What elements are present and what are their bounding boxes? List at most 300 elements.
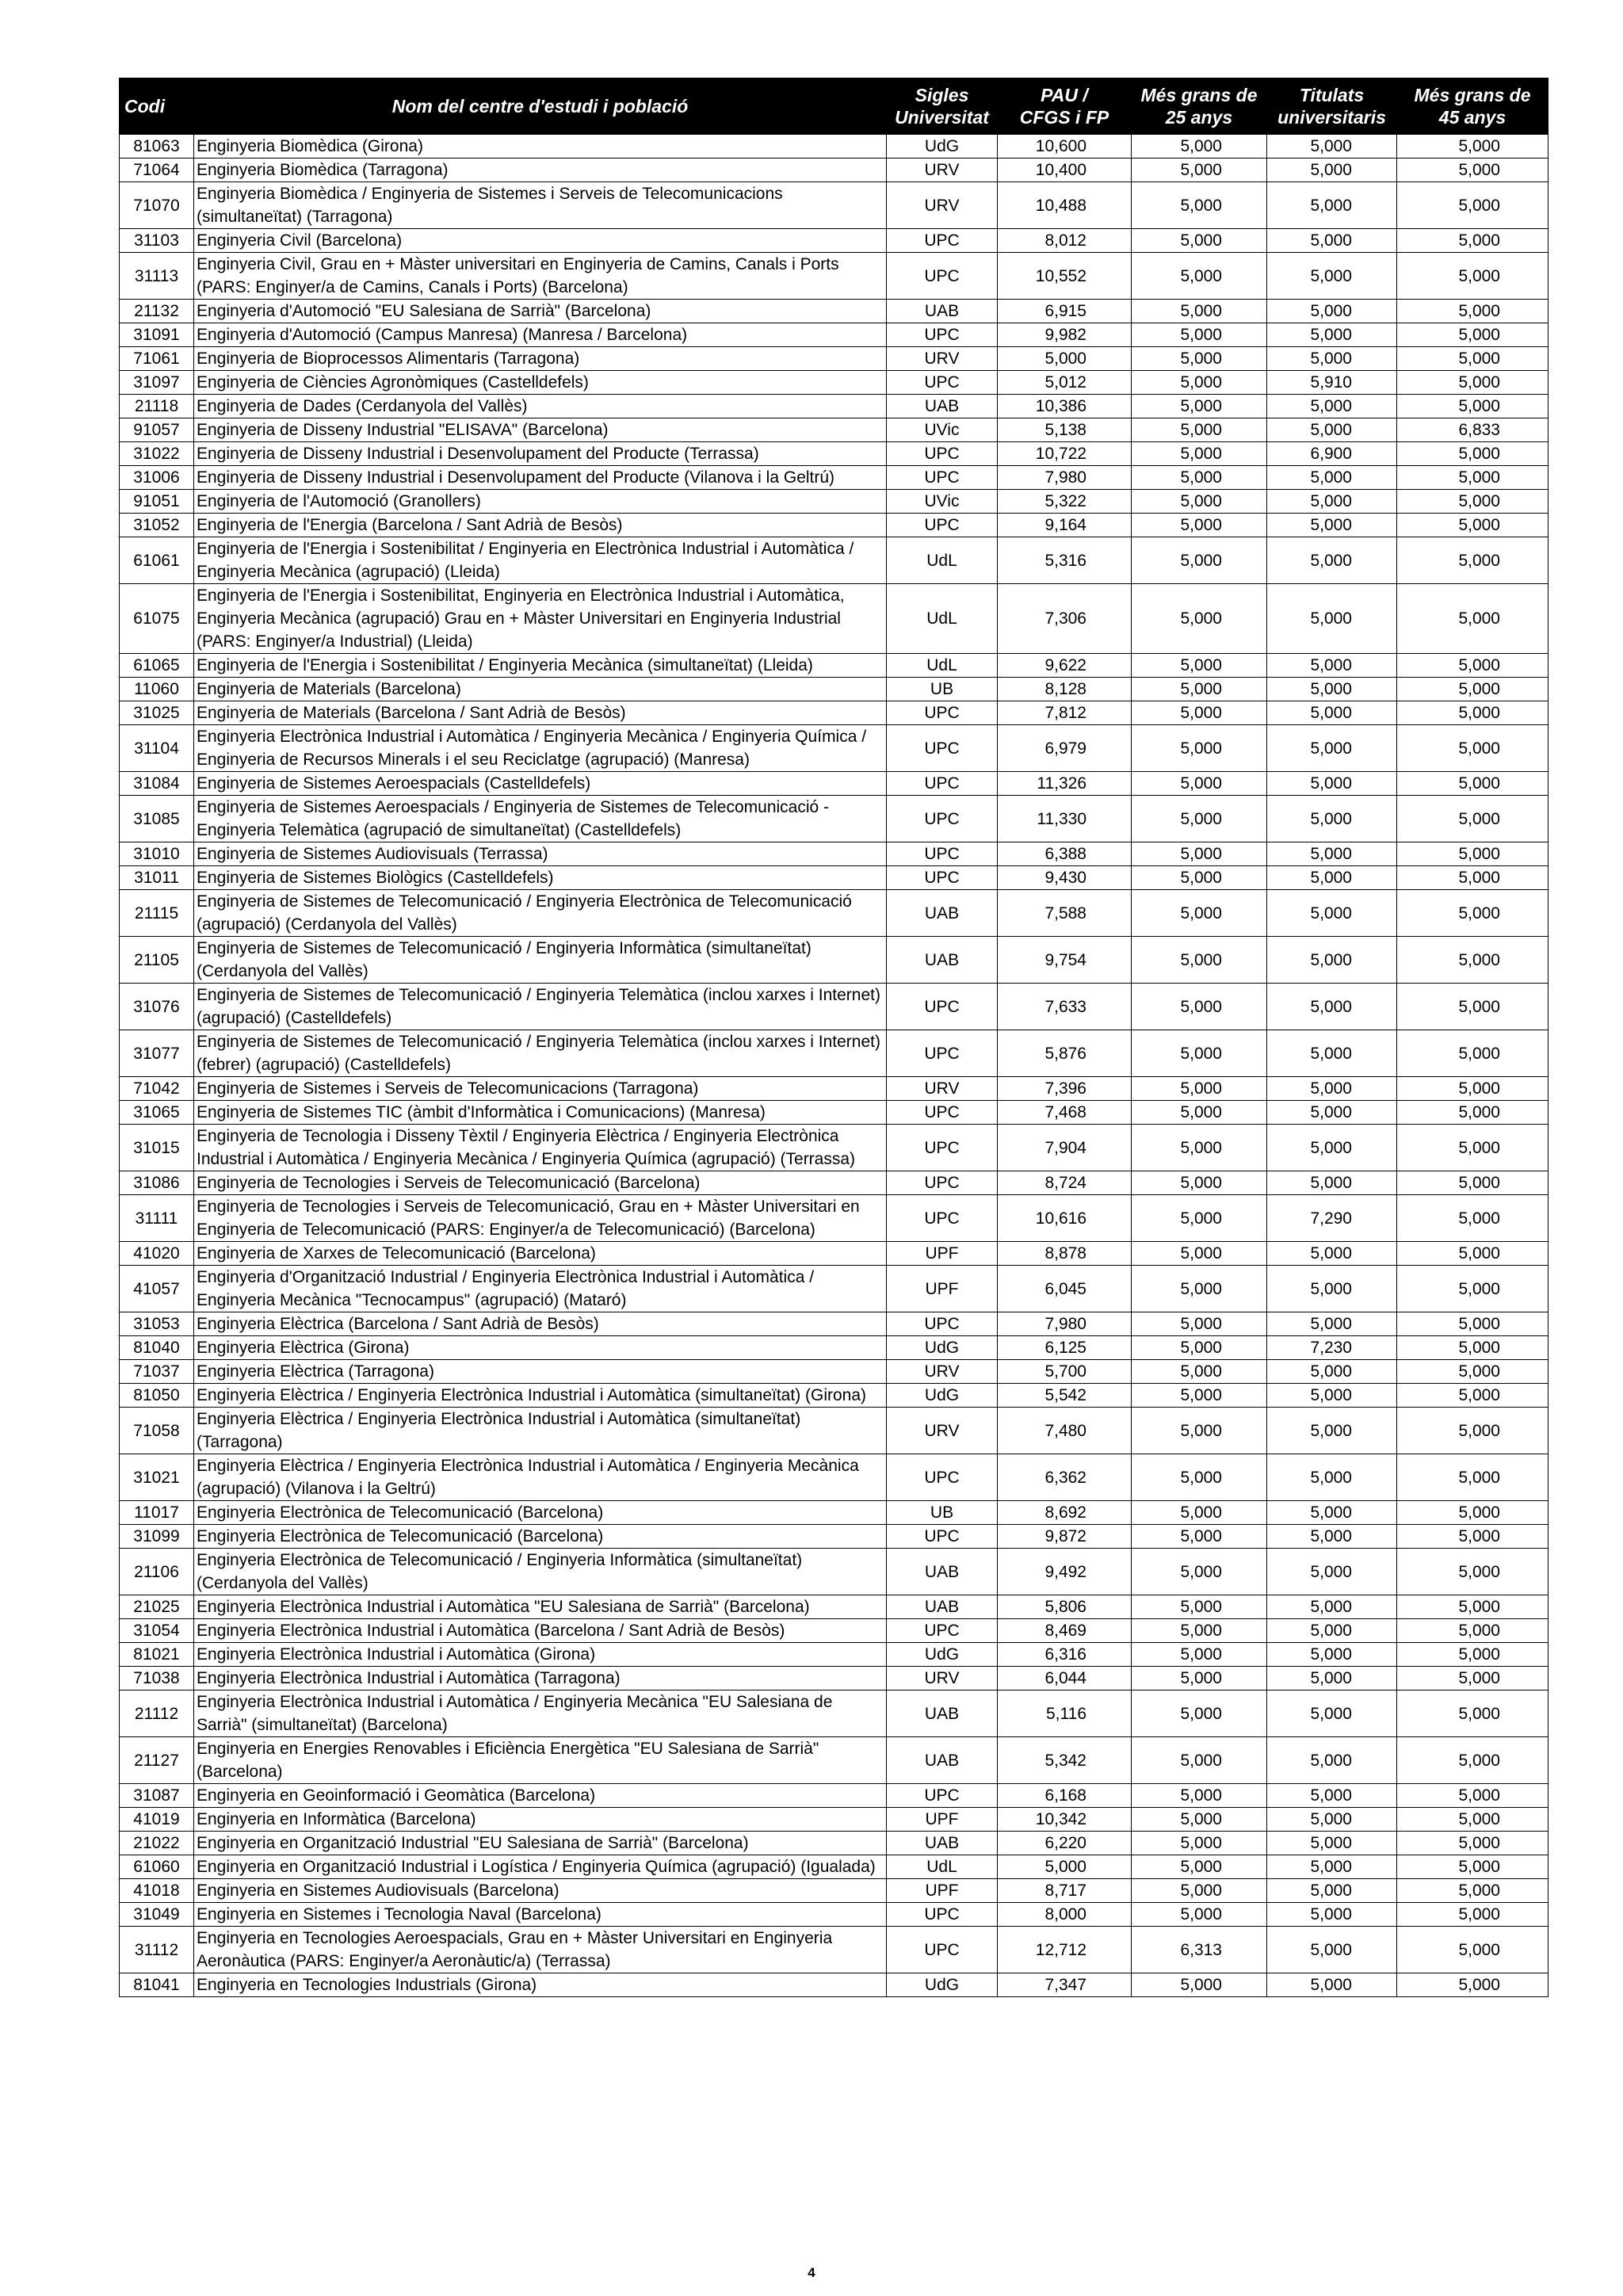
table-row [120,1336,1549,1360]
table-row [120,300,1549,323]
table-row [120,1643,1549,1667]
cell-code: 71064 [120,159,194,182]
table-row [120,537,1549,584]
cell-pau: 8,000 [998,1903,1132,1927]
cell-university: URV [887,347,998,371]
cell-graduates: 5,000 [1267,584,1397,654]
cell-over-45: 5,000 [1397,890,1549,937]
cell-over-45: 5,000 [1397,1903,1549,1927]
cell-name: Enginyeria Elèctrica (Girona) [194,1336,887,1360]
cell-university: UB [887,678,998,701]
cell-name: Enginyeria de Sistemes de Telecomunicació / Enginyeria Electrònica de Telecomunicació (agrupació) (Cerdanyola del Vallès) [194,890,887,937]
cell-code: 71070 [120,182,194,229]
cell-graduates: 5,000 [1267,1879,1397,1903]
cell-over-25: 5,000 [1132,1030,1267,1077]
cell-name: Enginyeria en Energies Renovables i Eficiència Energètica "EU Salesiana de Sarrià" (Barcelona) [194,1737,887,1784]
cell-code: 71042 [120,1077,194,1101]
cell-pau: 5,012 [998,371,1132,395]
cell-graduates: 5,000 [1267,466,1397,490]
cell-over-45: 5,000 [1397,1501,1549,1525]
cell-over-25: 5,000 [1132,1549,1267,1595]
cell-pau: 5,316 [998,537,1132,584]
cell-university: UAB [887,1832,998,1855]
cell-name: Enginyeria de Bioprocessos Alimentaris (Tarragona) [194,347,887,371]
cell-graduates: 5,000 [1267,1927,1397,1973]
cell-graduates: 5,000 [1267,1077,1397,1101]
table-row [120,1077,1549,1101]
cell-over-25: 5,000 [1132,253,1267,300]
cell-pau: 9,982 [998,323,1132,347]
cell-over-25: 5,000 [1132,442,1267,466]
cell-name: Enginyeria de l'Energia (Barcelona / Sant Adrià de Besòs) [194,514,887,537]
cell-university: UPC [887,725,998,772]
cell-over-25: 5,000 [1132,1384,1267,1408]
cell-code: 31084 [120,772,194,796]
cell-pau: 5,000 [998,347,1132,371]
cell-university: URV [887,1360,998,1384]
table-row [120,1454,1549,1501]
table-row [120,1927,1549,1973]
cell-code: 81063 [120,135,194,159]
cell-over-25: 5,000 [1132,347,1267,371]
cell-code: 31112 [120,1927,194,1973]
cell-name: Enginyeria de Disseny Industrial i Desenvolupament del Producte (Terrassa) [194,442,887,466]
cell-university: UPC [887,866,998,890]
cell-over-45: 5,000 [1397,772,1549,796]
cell-name: Enginyeria Electrònica Industrial i Automàtica "EU Salesiana de Sarrià" (Barcelona) [194,1595,887,1619]
cell-graduates: 5,000 [1267,701,1397,725]
cell-code: 61060 [120,1855,194,1879]
cell-code: 81040 [120,1336,194,1360]
table-row [120,1242,1549,1266]
cell-graduates: 5,000 [1267,842,1397,866]
table-row [120,1832,1549,1855]
table-row [120,1855,1549,1879]
cell-graduates: 5,000 [1267,937,1397,984]
cell-pau: 6,220 [998,1832,1132,1855]
cell-over-25: 5,000 [1132,772,1267,796]
cell-pau: 7,633 [998,984,1132,1030]
cell-over-25: 6,313 [1132,1927,1267,1973]
cell-graduates: 5,000 [1267,678,1397,701]
cell-pau: 6,125 [998,1336,1132,1360]
cell-code: 61075 [120,584,194,654]
header-over-25: Més grans de 25 anys [1132,78,1267,135]
table-row [120,347,1549,371]
cell-university: UPC [887,371,998,395]
table-row [120,984,1549,1030]
cell-university: UVic [887,490,998,514]
cell-pau: 7,480 [998,1408,1132,1454]
cell-code: 71061 [120,347,194,371]
cell-pau: 11,326 [998,772,1132,796]
cell-over-45: 5,000 [1397,1643,1549,1667]
cell-graduates: 5,000 [1267,418,1397,442]
table-row [120,701,1549,725]
cell-code: 81050 [120,1384,194,1408]
cell-university: URV [887,159,998,182]
table-row [120,395,1549,418]
cell-graduates: 5,000 [1267,537,1397,584]
cell-name: Enginyeria Electrònica de Telecomunicació (Barcelona) [194,1525,887,1549]
table-row [120,1501,1549,1525]
cell-graduates: 5,000 [1267,1832,1397,1855]
table-row [120,1030,1549,1077]
cell-over-25: 5,000 [1132,701,1267,725]
cell-pau: 7,904 [998,1125,1132,1171]
cell-over-45: 5,000 [1397,1808,1549,1832]
cell-name: Enginyeria de l'Energia i Sostenibilitat, Enginyeria en Electrònica Industrial i Automàtica, Enginyeria Mecànica (agrupació) Grau en + Màster Universitari en Enginyeria Industrial (PARS: Enginyer/a Industrial) (Lleida) [194,584,887,654]
table-row [120,1125,1549,1171]
cell-name: Enginyeria de Sistemes de Telecomunicació / Enginyeria Informàtica (simultaneïtat) (Cerdanyola del Vallès) [194,937,887,984]
cell-over-45: 5,000 [1397,796,1549,842]
table-row [120,1171,1549,1195]
cell-university: UPC [887,1525,998,1549]
cell-pau: 7,306 [998,584,1132,654]
cell-name: Enginyeria de Sistemes Biològics (Castelldefels) [194,866,887,890]
cell-over-45: 5,000 [1397,678,1549,701]
cell-over-45: 5,000 [1397,347,1549,371]
cell-university: UPC [887,1195,998,1242]
cell-pau: 10,400 [998,159,1132,182]
cell-over-25: 5,000 [1132,490,1267,514]
cell-university: UVic [887,418,998,442]
cell-code: 91051 [120,490,194,514]
cell-code: 31097 [120,371,194,395]
header-name: Nom del centre d'estudi i població [194,78,887,135]
cell-graduates: 5,000 [1267,1619,1397,1643]
cell-name: Enginyeria en Informàtica (Barcelona) [194,1808,887,1832]
cell-over-25: 5,000 [1132,937,1267,984]
cell-graduates: 5,000 [1267,1266,1397,1312]
cell-code: 81041 [120,1973,194,1997]
cell-university: UPC [887,1619,998,1643]
cell-pau: 6,915 [998,300,1132,323]
cell-graduates: 5,000 [1267,1454,1397,1501]
cell-over-45: 5,000 [1397,1667,1549,1690]
cell-name: Enginyeria d'Automoció "EU Salesiana de Sarrià" (Barcelona) [194,300,887,323]
cell-code: 31099 [120,1525,194,1549]
cell-university: UPC [887,984,998,1030]
cell-name: Enginyeria en Organització Industrial "EU Salesiana de Sarrià" (Barcelona) [194,1832,887,1855]
cell-graduates: 5,000 [1267,1312,1397,1336]
cell-code: 31049 [120,1903,194,1927]
table-row [120,842,1549,866]
cell-university: UPF [887,1242,998,1266]
table-row [120,725,1549,772]
cell-name: Enginyeria de l'Energia i Sostenibilitat / Enginyeria Mecànica (simultaneïtat) (Lleida) [194,654,887,678]
cell-name: Enginyeria Biomèdica (Tarragona) [194,159,887,182]
cell-over-25: 5,000 [1132,1973,1267,1997]
cell-name: Enginyeria d'Organització Industrial / Enginyeria Electrònica Industrial i Automàtica / Enginyeria Mecànica "Tecnocampus" (agrupació) (Mataró) [194,1266,887,1312]
cell-code: 21105 [120,937,194,984]
cell-university: UdG [887,1336,998,1360]
cell-over-45: 5,000 [1397,1737,1549,1784]
cell-university: UPC [887,1454,998,1501]
cell-over-25: 5,000 [1132,890,1267,937]
cell-pau: 5,700 [998,1360,1132,1384]
cell-university: UPC [887,1784,998,1808]
table-row [120,772,1549,796]
cell-name: Enginyeria de l'Energia i Sostenibilitat / Enginyeria en Electrònica Industrial i Automàtica / Enginyeria Mecànica (agrupació) (Lleida) [194,537,887,584]
cell-over-45: 5,000 [1397,1408,1549,1454]
cell-over-25: 5,000 [1132,1101,1267,1125]
cell-code: 21022 [120,1832,194,1855]
cell-pau: 9,492 [998,1549,1132,1595]
cell-name: Enginyeria Elèctrica / Enginyeria Electrònica Industrial i Automàtica (simultaneïtat) (Girona) [194,1384,887,1408]
cell-name: Enginyeria de Sistemes de Telecomunicació / Enginyeria Telemàtica (inclou xarxes i Internet) (febrer) (agrupació) (Castelldefels) [194,1030,887,1077]
cell-code: 11060 [120,678,194,701]
admission-grades-table [119,78,1549,1997]
cell-university: UdG [887,1643,998,1667]
cell-name: Enginyeria Electrònica Industrial i Automàtica (Tarragona) [194,1667,887,1690]
cell-over-45: 5,000 [1397,1784,1549,1808]
table-row [120,1408,1549,1454]
cell-university: UPC [887,772,998,796]
cell-pau: 9,430 [998,866,1132,890]
cell-over-45: 5,000 [1397,395,1549,418]
table-row [120,937,1549,984]
cell-name: Enginyeria de Disseny Industrial "ELISAVA" (Barcelona) [194,418,887,442]
cell-graduates: 5,000 [1267,1973,1397,1997]
table-row [120,1384,1549,1408]
cell-graduates: 5,000 [1267,1667,1397,1690]
cell-name: Enginyeria Elèctrica (Tarragona) [194,1360,887,1384]
table-row [120,584,1549,654]
cell-name: Enginyeria Electrònica Industrial i Automàtica / Enginyeria Mecànica / Enginyeria Química / Enginyeria de Recursos Minerals i el seu Reciclatge (agrupació) (Manresa) [194,725,887,772]
cell-graduates: 5,000 [1267,1525,1397,1549]
cell-over-25: 5,000 [1132,1619,1267,1643]
cell-over-25: 5,000 [1132,323,1267,347]
cell-code: 31053 [120,1312,194,1336]
cell-over-45: 6,833 [1397,418,1549,442]
cell-graduates: 5,000 [1267,300,1397,323]
cell-graduates: 5,000 [1267,490,1397,514]
table-row [120,1595,1549,1619]
cell-university: UdL [887,654,998,678]
table-row [120,1525,1549,1549]
cell-name: Enginyeria en Tecnologies Industrials (Girona) [194,1973,887,1997]
cell-university: UdL [887,537,998,584]
table-row [120,1266,1549,1312]
cell-over-45: 5,000 [1397,229,1549,253]
cell-pau: 8,724 [998,1171,1132,1195]
cell-graduates: 5,000 [1267,1643,1397,1667]
cell-over-45: 5,000 [1397,1855,1549,1879]
table-row [120,1667,1549,1690]
cell-over-45: 5,000 [1397,514,1549,537]
cell-university: UAB [887,300,998,323]
cell-over-45: 5,000 [1397,1690,1549,1737]
cell-university: UPC [887,701,998,725]
cell-over-45: 5,000 [1397,253,1549,300]
cell-code: 41019 [120,1808,194,1832]
cell-pau: 9,872 [998,1525,1132,1549]
cell-graduates: 5,000 [1267,1784,1397,1808]
header-university: Sigles Universitat [887,78,998,135]
cell-name: Enginyeria Elèctrica / Enginyeria Electrònica Industrial i Automàtica (simultaneïtat) (Tarragona) [194,1408,887,1454]
cell-over-25: 5,000 [1132,466,1267,490]
cell-over-45: 5,000 [1397,1125,1549,1171]
cell-graduates: 7,290 [1267,1195,1397,1242]
cell-pau: 7,980 [998,1312,1132,1336]
cell-graduates: 5,000 [1267,654,1397,678]
cell-over-45: 5,000 [1397,1973,1549,1997]
table-row [120,371,1549,395]
table-row [120,1973,1549,1997]
cell-over-25: 5,000 [1132,229,1267,253]
cell-over-45: 5,000 [1397,300,1549,323]
cell-over-25: 5,000 [1132,584,1267,654]
table-row [120,490,1549,514]
cell-over-25: 5,000 [1132,182,1267,229]
cell-over-45: 5,000 [1397,182,1549,229]
table-row [120,1101,1549,1125]
cell-university: UAB [887,1549,998,1595]
table-row [120,678,1549,701]
cell-university: UB [887,1501,998,1525]
cell-pau: 7,468 [998,1101,1132,1125]
cell-graduates: 5,000 [1267,1171,1397,1195]
cell-code: 31022 [120,442,194,466]
cell-over-45: 5,000 [1397,654,1549,678]
cell-over-45: 5,000 [1397,159,1549,182]
cell-over-25: 5,000 [1132,1242,1267,1266]
cell-graduates: 5,000 [1267,1855,1397,1879]
cell-over-25: 5,000 [1132,1454,1267,1501]
cell-pau: 7,588 [998,890,1132,937]
cell-university: UPC [887,796,998,842]
cell-graduates: 5,000 [1267,1408,1397,1454]
cell-over-45: 5,000 [1397,1927,1549,1973]
table-row [120,1549,1549,1595]
table-row [120,654,1549,678]
cell-graduates: 5,000 [1267,772,1397,796]
cell-over-25: 5,000 [1132,1125,1267,1171]
table-row [120,1312,1549,1336]
cell-code: 31077 [120,1030,194,1077]
cell-over-45: 5,000 [1397,1879,1549,1903]
cell-pau: 6,316 [998,1643,1132,1667]
cell-university: UPF [887,1808,998,1832]
cell-over-25: 5,000 [1132,1737,1267,1784]
cell-name: Enginyeria de Tecnologies i Serveis de Telecomunicació (Barcelona) [194,1171,887,1195]
cell-name: Enginyeria Electrònica Industrial i Automàtica (Barcelona / Sant Adrià de Besòs) [194,1619,887,1643]
cell-code: 31087 [120,1784,194,1808]
cell-pau: 8,692 [998,1501,1132,1525]
cell-pau: 8,469 [998,1619,1132,1643]
cell-graduates: 5,000 [1267,866,1397,890]
cell-over-25: 5,000 [1132,1501,1267,1525]
cell-name: Enginyeria Civil, Grau en + Màster universitari en Enginyeria de Camins, Canals i Ports (PARS: Enginyer/a de Camins, Canals i Ports) (Barcelona) [194,253,887,300]
cell-code: 31076 [120,984,194,1030]
cell-name: Enginyeria Civil (Barcelona) [194,229,887,253]
cell-graduates: 5,000 [1267,347,1397,371]
cell-name: Enginyeria de Materials (Barcelona) [194,678,887,701]
cell-university: UdG [887,135,998,159]
cell-graduates: 5,000 [1267,253,1397,300]
cell-over-25: 5,000 [1132,725,1267,772]
cell-pau: 8,012 [998,229,1132,253]
cell-over-45: 5,000 [1397,1266,1549,1312]
cell-pau: 8,717 [998,1879,1132,1903]
cell-over-45: 5,000 [1397,537,1549,584]
cell-over-25: 5,000 [1132,984,1267,1030]
cell-over-45: 5,000 [1397,490,1549,514]
cell-over-45: 5,000 [1397,371,1549,395]
cell-over-45: 5,000 [1397,701,1549,725]
cell-over-25: 5,000 [1132,1784,1267,1808]
cell-code: 31065 [120,1101,194,1125]
cell-university: UPC [887,1171,998,1195]
cell-name: Enginyeria de Sistemes de Telecomunicació / Enginyeria Telemàtica (inclou xarxes i Internet) (agrupació) (Castelldefels) [194,984,887,1030]
cell-code: 11017 [120,1501,194,1525]
table-row [120,159,1549,182]
cell-university: URV [887,1408,998,1454]
cell-name: Enginyeria en Tecnologies Aeroespacials, Grau en + Màster Universitari en Enginyeria Aeronàutica (PARS: Enginyer/a Aeronàutic/a) (Terrassa) [194,1927,887,1973]
cell-name: Enginyeria Biomèdica (Girona) [194,135,887,159]
cell-over-25: 5,000 [1132,300,1267,323]
cell-name: Enginyeria de l'Automoció (Granollers) [194,490,887,514]
cell-graduates: 5,000 [1267,1595,1397,1619]
cell-university: URV [887,182,998,229]
cell-pau: 10,552 [998,253,1132,300]
cell-code: 41057 [120,1266,194,1312]
cell-code: 91057 [120,418,194,442]
cell-name: Enginyeria en Sistemes i Tecnologia Naval (Barcelona) [194,1903,887,1927]
cell-over-45: 5,000 [1397,725,1549,772]
cell-over-45: 5,000 [1397,1077,1549,1101]
cell-graduates: 5,000 [1267,1808,1397,1832]
cell-graduates: 5,000 [1267,395,1397,418]
cell-pau: 6,168 [998,1784,1132,1808]
cell-code: 31021 [120,1454,194,1501]
cell-code: 21112 [120,1690,194,1737]
cell-code: 21115 [120,890,194,937]
cell-over-25: 5,000 [1132,1077,1267,1101]
cell-name: Enginyeria de Ciències Agronòmiques (Castelldefels) [194,371,887,395]
cell-pau: 5,876 [998,1030,1132,1077]
cell-name: Enginyeria de Tecnologia i Disseny Tèxtil / Enginyeria Elèctrica / Enginyeria Electrònica Industrial i Automàtica / Enginyeria Mecànica / Enginyeria Química (agrupació) (Terrassa) [194,1125,887,1171]
cell-pau: 5,322 [998,490,1132,514]
cell-over-25: 5,000 [1132,1643,1267,1667]
cell-over-45: 5,000 [1397,442,1549,466]
cell-over-45: 5,000 [1397,1384,1549,1408]
cell-over-45: 5,000 [1397,1312,1549,1336]
table-row [120,1360,1549,1384]
cell-university: UPF [887,1266,998,1312]
cell-university: UPC [887,1030,998,1077]
cell-pau: 7,812 [998,701,1132,725]
cell-over-45: 5,000 [1397,323,1549,347]
table-row [120,466,1549,490]
cell-university: UPC [887,1125,998,1171]
cell-university: UPC [887,229,998,253]
cell-graduates: 5,000 [1267,1501,1397,1525]
cell-pau: 10,722 [998,442,1132,466]
table-header-row [120,78,1549,135]
cell-graduates: 5,000 [1267,323,1397,347]
cell-over-25: 5,000 [1132,842,1267,866]
cell-graduates: 5,000 [1267,1690,1397,1737]
table-row [120,1737,1549,1784]
header-over-45: Més grans de 45 anys [1397,78,1549,135]
cell-university: UPC [887,253,998,300]
cell-over-25: 5,000 [1132,866,1267,890]
table-row [120,253,1549,300]
cell-name: Enginyeria Elèctrica (Barcelona / Sant Adrià de Besòs) [194,1312,887,1336]
cell-pau: 6,045 [998,1266,1132,1312]
